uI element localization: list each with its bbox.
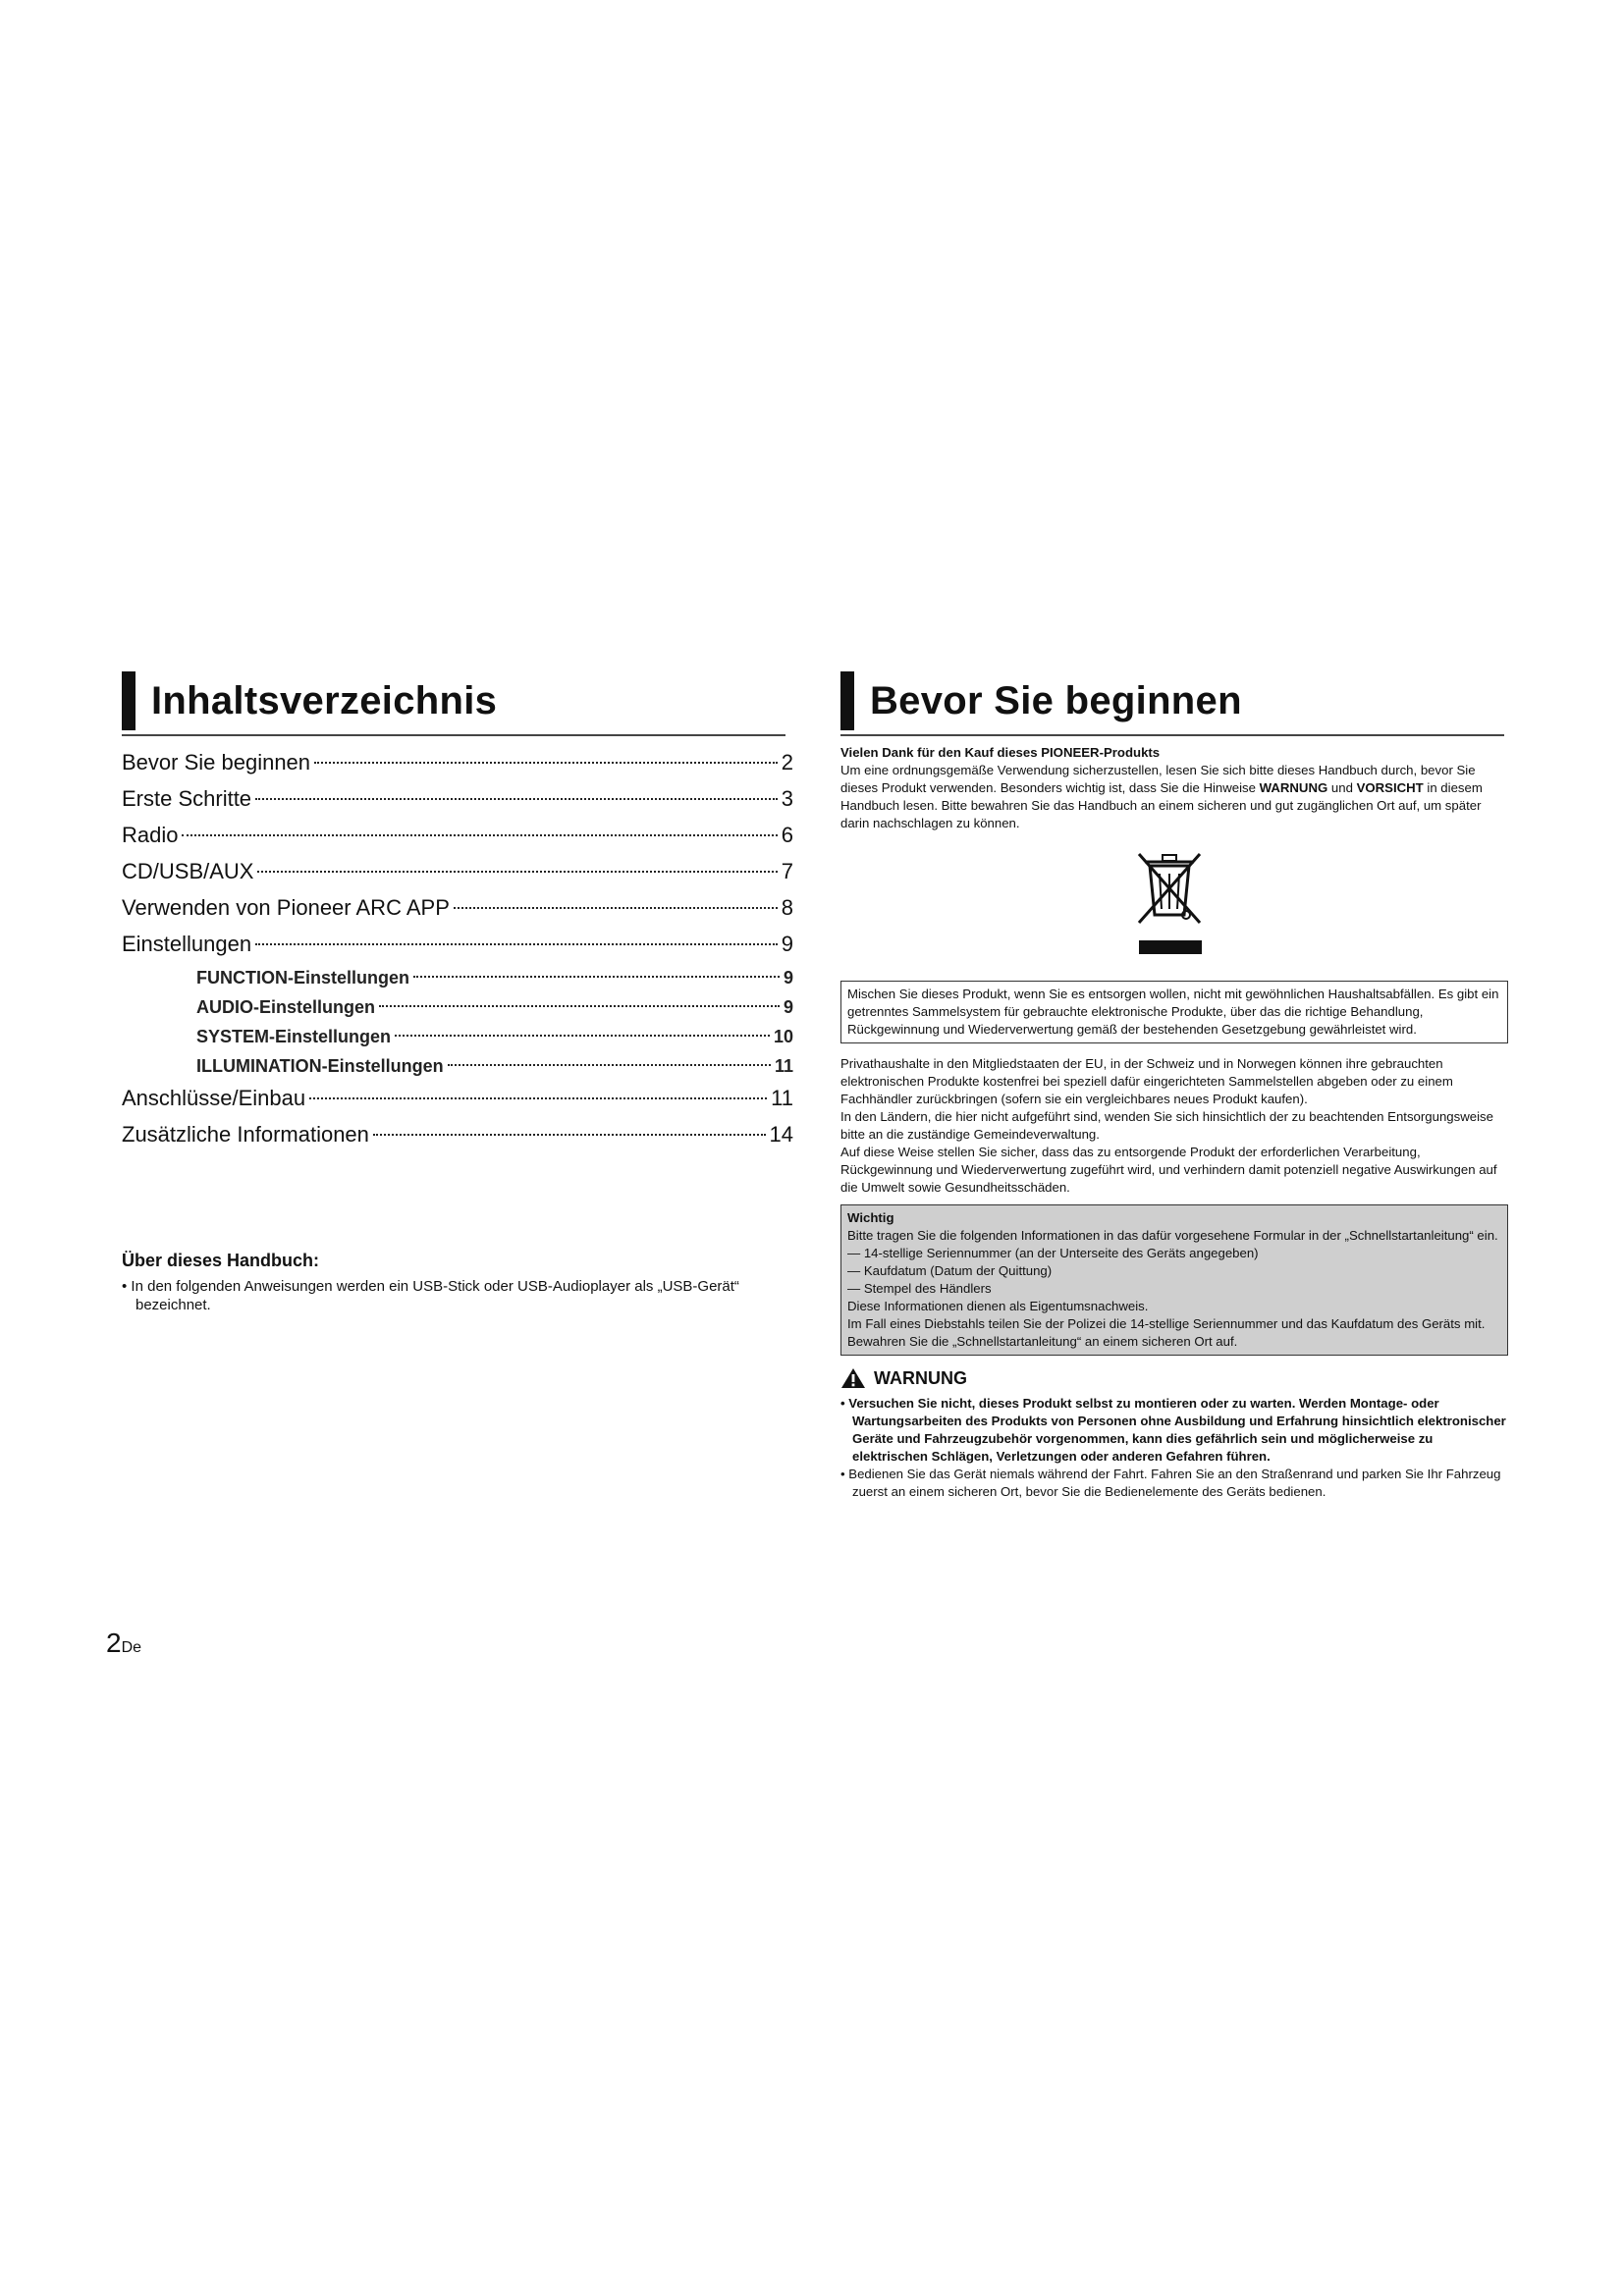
- before-title: Bevor Sie beginnen: [870, 678, 1242, 722]
- toc-entry-label: Verwenden von Pioneer ARC APP: [122, 895, 450, 920]
- weee-symbol: [1135, 850, 1206, 961]
- important-line: Diese Informationen dienen als Eigentumsnachweis.: [847, 1299, 1149, 1313]
- paragraph-3: Auf diese Weise stellen Sie sicher, dass das zu entsorgende Produkt der erforderlichen Verarbeitung, Rückgewinnung und Wiederverwertung zugeführt wird, und verhindern damit potenziell negative Auswirkungen auf die Umwelt sowie Gesundheitsschäden.: [840, 1145, 1497, 1195]
- toc-dot-leader: [255, 798, 778, 800]
- paragraph-1: Privathaushalte in den Mitgliedstaaten der EU, in der Schweiz und in Norwegen können ihre gebrauchten elektronischen Produkte kostenfrei bei speziell dafür eingerichteten Sammelstellen abgeben oder zu einem Fachhändler zurückbringen (sofern sie ein vergleichbares neues Produkt kaufen).: [840, 1056, 1453, 1106]
- toc-dot-leader: [454, 907, 778, 909]
- toc-entry-page: 2: [781, 750, 793, 774]
- toc-dot-leader: [395, 1035, 770, 1037]
- toc-entry-label: CD/USB/AUX: [122, 859, 254, 883]
- toc-dot-leader: [257, 871, 777, 873]
- important-box: [840, 1204, 1508, 1356]
- toc-entry-label: Erste Schritte: [122, 786, 252, 811]
- toc-entry[interactable]: [122, 932, 793, 968]
- toc-entry[interactable]: [122, 968, 793, 997]
- toc-entry-page: 14: [769, 1122, 793, 1147]
- toc-dot-leader: [448, 1064, 771, 1066]
- toc-entry-label: Zusätzliche Informationen: [122, 1122, 369, 1147]
- heading-bar: [840, 671, 854, 730]
- table-of-contents: [122, 750, 793, 1158]
- paragraph-2: In den Ländern, die hier nicht aufgeführt sind, wenden Sie sich hinsichtlich der zu beachtenden Entsorgungsweise bitte an die zuständige Gemeindeverwaltung.: [840, 1109, 1493, 1142]
- toc-entry-label: Anschlüsse/Einbau: [122, 1086, 306, 1110]
- right-column: [840, 671, 1508, 1501]
- warning-title: WARNUNG: [874, 1367, 967, 1388]
- toc-entry-page: 11: [771, 1086, 793, 1110]
- toc-entry[interactable]: [122, 1056, 793, 1086]
- handbook-note: [122, 1251, 789, 1314]
- toc-entry-label: FUNCTION-Einstellungen: [196, 968, 409, 988]
- important-item: — 14-stellige Seriennummer (an der Unterseite des Geräts angegeben): [847, 1246, 1259, 1260]
- important-item: — Stempel des Händlers: [847, 1281, 992, 1296]
- warning-header: [840, 1367, 1508, 1389]
- toc-heading: [122, 671, 785, 736]
- toc-entry-page: 9: [783, 968, 793, 988]
- toc-dot-leader: [373, 1134, 766, 1136]
- before-heading: [840, 671, 1504, 736]
- toc-entry-page: 8: [781, 895, 793, 920]
- important-item: — Kaufdatum (Datum der Quittung): [847, 1263, 1053, 1278]
- warning-bullet: • Bedienen Sie das Gerät niemals während der Fahrt. Fahren Sie an den Straßenrand und parken Sie Ihr Fahrzeug zuerst an einem sicheren Ort, bevor Sie die Bedienelemente des Geräts bedienen.: [840, 1467, 1501, 1499]
- toc-dot-leader: [314, 762, 778, 764]
- toc-entry[interactable]: [122, 786, 793, 823]
- heading-bar: [122, 671, 135, 730]
- toc-entry[interactable]: [122, 750, 793, 786]
- toc-entry-label: Bevor Sie beginnen: [122, 750, 311, 774]
- intro-block: [840, 744, 1508, 832]
- toc-entry-label: ILLUMINATION-Einstellungen: [196, 1056, 444, 1076]
- crossed-bin-icon: [1135, 850, 1206, 956]
- toc-dot-leader: [413, 976, 780, 978]
- toc-entry[interactable]: [122, 823, 793, 859]
- disposal-paragraphs: [840, 1055, 1508, 1197]
- toc-entry[interactable]: [122, 1122, 793, 1158]
- toc-entry-page: 10: [773, 1027, 793, 1046]
- language-code: De: [121, 1639, 142, 1656]
- toc-entry-label: SYSTEM-Einstellungen: [196, 1027, 392, 1046]
- toc-dot-leader: [379, 1005, 780, 1007]
- toc-dot-leader: [309, 1097, 767, 1099]
- page-number: 2De: [106, 1628, 142, 1658]
- toc-entry[interactable]: [122, 1086, 793, 1122]
- note-bullet: • In den folgenden Anweisungen werden ein USB-Stick oder USB-Audioplayer als „USB-Gerät“ bezeichnet.: [122, 1278, 739, 1313]
- intro-text: Um eine ordnungsgemäße Verwendung sicherzustellen, lesen Sie sich bitte dieses Handbuch durch, bevor Sie dieses Produkt verwenden. Besonders wichtig ist, dass Sie die Hinweise WARNUNG und VORSICHT in diesem Handbuch lesen. Bitte bewahren Sie das Handbuch an einem sicheren und gut zugänglichen Ort auf, um später darin nachschlagen zu können.: [840, 763, 1483, 830]
- toc-entry-page: 3: [781, 786, 793, 811]
- toc-entry-label: Einstellungen: [122, 932, 252, 956]
- toc-entry-page: 6: [781, 823, 793, 847]
- toc-entry[interactable]: [122, 1027, 793, 1056]
- note-title: Über dieses Handbuch:: [122, 1251, 320, 1270]
- toc-dot-leader: [182, 834, 777, 836]
- toc-entry[interactable]: [122, 997, 793, 1027]
- important-title: Wichtig: [847, 1210, 894, 1225]
- warning-list: [840, 1395, 1508, 1501]
- toc-entry-label: Radio: [122, 823, 179, 847]
- toc-entry-page: 9: [783, 997, 793, 1017]
- disposal-text: Mischen Sie dieses Produkt, wenn Sie es entsorgen wollen, nicht mit gewöhnlichen Haushaltsabfällen. Es gibt ein getrenntes Sammelsystem für gebrauchte elektronische Produkte, über das die richtige Behandlung, Rückgewinnung und Wiederverwertung gemäß der bestehenden Gesetzgebung gewährleistet wird.: [847, 987, 1499, 1037]
- toc-title: Inhaltsverzeichnis: [151, 678, 498, 722]
- toc-entry[interactable]: [122, 859, 793, 895]
- toc-entry[interactable]: [122, 895, 793, 932]
- toc-entry-label: AUDIO-Einstellungen: [196, 997, 376, 1017]
- disposal-box: [840, 981, 1508, 1043]
- toc-dot-leader: [255, 943, 778, 945]
- important-line: Bitte tragen Sie die folgenden Informationen in das dafür vorgesehene Formular in der „Schnellstartanleitung“ ein.: [847, 1228, 1498, 1243]
- toc-entry-page: 11: [774, 1056, 793, 1076]
- toc-entry-page: 7: [781, 859, 793, 883]
- thanks-line: Vielen Dank für den Kauf dieses PIONEER-Produkts: [840, 745, 1161, 760]
- warning-section: [840, 1367, 1508, 1501]
- important-line: Im Fall eines Diebstahls teilen Sie der Polizei die 14-stellige Seriennummer und das Kaufdatum des Geräts mit.: [847, 1316, 1486, 1331]
- warning-triangle-icon: [840, 1367, 866, 1389]
- left-column: [122, 671, 793, 1314]
- important-line: Bewahren Sie die „Schnellstartanleitung“ an einem sicheren Ort auf.: [847, 1334, 1238, 1349]
- warning-bullet: • Versuchen Sie nicht, dieses Produkt selbst zu montieren oder zu warten. Werden Montage- oder Wartungsarbeiten des Produkts von Personen ohne Ausbildung und Erfahrung hinsichtlich elektronischer Geräte und Fahrzeugzubehör vorgenommen, kann dies gefährlich sein und möglicherweise zu elektrischen Schlägen, Verletzungen oder anderen Gefahren führen.: [840, 1396, 1506, 1464]
- toc-entry-page: 9: [781, 932, 793, 956]
